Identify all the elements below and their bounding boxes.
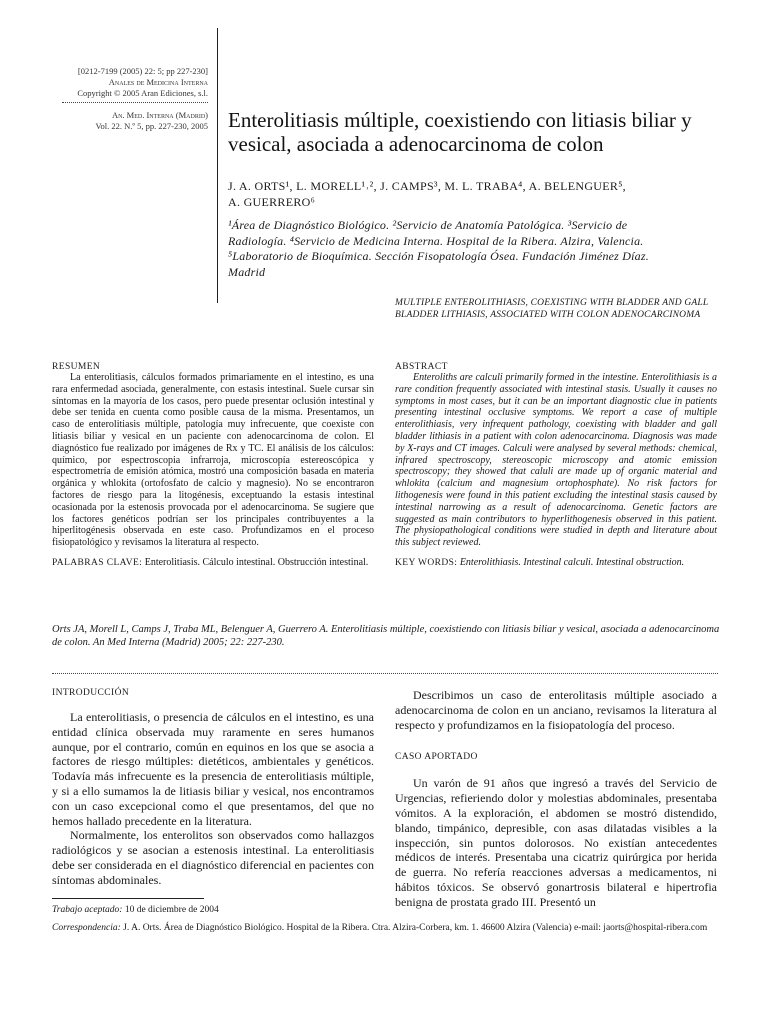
intro-section <box>52 688 374 888</box>
footnote-rule <box>52 898 204 899</box>
header-divider <box>62 102 208 103</box>
caso-heading: CASO APORTADO <box>395 752 478 763</box>
accepted-label: Trabajo aceptado: <box>52 905 123 915</box>
abstract-section <box>395 362 717 569</box>
authors-line-2: A. GUERRERO⁶ <box>228 195 316 209</box>
resumen-heading: RESUMEN <box>52 362 101 372</box>
accepted-note <box>52 905 722 917</box>
palabras-clave-text: Enterolitiasis. Cálculo intestinal. Obstrucción intestinal. <box>144 556 369 568</box>
key-words-label: KEY WORDS: <box>395 557 458 568</box>
volume-line: Vol. 22. N.º 5, pp. 227-230, 2005 <box>95 121 208 131</box>
palabras-clave <box>52 557 374 569</box>
journal-abbrev: An. Med. Interna (Madrid) <box>111 110 208 120</box>
accepted-date: 10 de diciembre de 2004 <box>124 905 219 915</box>
abstract-text: Enteroliths are calculi primarily formed in the intestine. Enterolithiasis is a rare condition frequently associated with intestinal stasis. Usually it causes no symptoms in most cases, but it can be an important diagnostic clue in patients presenting intestinal occlusive symptoms. We report a case of multiple enterolithiasis, very infrequent pathology, coexisting with bladder and gall bladder lithiasis in a patient with colon adenocarcinoma. Diagnosis was made by X-rays and CT images. Calculi were analysed by several methods: chemical, infrared spectroscopy, stereoscopic microscopy and atomic emission spectroscopy; they showed that caluli are made up of organic material and whlokita (calcium and magnesium ortophosphate). No risk factors for lithogenesis were found in this patient excluding the intestinal stasis caused by intestinal narrowing as a result of adenocarcinoma. Genetic factors are suggested as main contributors to hyperlithogenesis observed in this patient. The physiopathological conditions were studied in depth and literature about this subject reviewed. <box>395 372 717 549</box>
section-divider <box>52 673 718 674</box>
journal-header <box>40 66 208 99</box>
intro-heading: INTRODUCCIÓN <box>52 688 130 698</box>
copyright-line: Copyright © 2005 Aran Ediciones, s.l. <box>77 88 208 98</box>
journal-volume-block <box>40 110 208 132</box>
key-words <box>395 557 717 569</box>
authors <box>228 178 738 210</box>
correspondence-text: J. A. Orts. Área de Diagnóstico Biológico. Hospital de la Ribera. Ctra. Alzira-Corbera, km. 1. 46600 Alzira (Valencia) e-mail: jaorts@hospital-ribera.com <box>123 923 708 933</box>
citation: Orts JA, Morell L, Camps J, Traba ML, Belenguer A, Guerrero A. Enterolitiasis múltiple, coexistiendo con litiasis biliar y vesical, asociada a adenocarcinoma de colon. An Med Interna (Madrid) 2005; 22: 227-230. <box>52 624 720 648</box>
authors-line-1: J. A. ORTS¹, L. MORELL¹˒², J. CAMPS³, M. L. TRABA⁴, A. BELENGUER⁵, <box>228 179 626 193</box>
vertical-divider <box>217 28 218 303</box>
key-words-text: Enterolithiasis. Intestinal calculi. Intestinal obstruction. <box>459 556 685 568</box>
english-title: MULTIPLE ENTEROLITHIASIS, COEXISTING WITH BLADDER AND GALL BLADDER LITHIASIS, ASSOCIATED WITH COLON ADENOCARCINOMA <box>395 298 709 320</box>
correspondence-note <box>52 923 722 935</box>
abstract-heading: ABSTRACT <box>395 362 448 372</box>
resumen-section <box>52 362 374 569</box>
right-body-column <box>395 688 717 910</box>
affiliations: ¹Área de Diagnóstico Biológico. ²Servicio de Anatomía Patológica. ³Servicio de Radiología. ⁴Servicio de Medicina Interna. Hospital de la Ribera. Alzira, Valencia. ⁵Laboratorio de Bioquímica. Sección Fisopatología Ósea. Fundación Jiménez Díaz. Madrid <box>228 218 649 279</box>
article-title: Enterolitiasis múltiple, coexistiendo con litiasis biliar y vesical, asociada a adenocarcinoma de colon <box>228 108 692 156</box>
journal-name: Anales de Medicina Interna <box>108 77 208 87</box>
issn-line: [0212-7199 (2005) 22: 5; pp 227-230] <box>77 66 208 76</box>
intro-paragraph-3: Describimos un caso de enterolitasis múltiple asociado a adenocarcinoma de colon en un anciano, revisamos la literatura al respecto y profundizamos en la fisiopatología del proceso. <box>395 688 717 732</box>
caso-paragraph-1: Un varón de 91 años que ingresó a través del Servicio de Urgencias, refieriendo dolor y molestias abdominales, presentaba vómitos. A la exploración, el abdomen se mostró distendido, blando, timpánico, depresible, con asas dilatadas visibles a la inspección, sin puntos dolorosos. No existían antecedentes médicos de interés. Presentaba una cicatriz quirúrgica por herida de guerra. No refería reacciones adversas a medicamentos, ni hábitos tóxicos. Se observó gonartrosis bilateral e hipertrofia benigna de prostata grado III. Presentó un <box>395 776 717 909</box>
intro-paragraph-1: La enterolitiasis, o presencia de cálculos en el intestino, es una entidad clínica observada muy raramente en seres humanos aunque, por el contrario, común en equinos en los que se asocia a factores de riesgo múltiples: dietéticos, ambientales y genéticos. Todavía más infrecuente es la presencia de enterolitiasis múltiple, y si a ello sumamos la de litiasis biliar y vesical, nos encontramos con un caso excepcional como el que presentamos, del que no hemos hallado precedente en la literatura. <box>52 710 374 828</box>
palabras-clave-label: PALABRAS CLAVE: <box>52 557 143 568</box>
correspondence-label: Correspondencia: <box>52 923 121 933</box>
intro-paragraph-2: Normalmente, los enterolitos son observados como hallazgos radiológicos y se asocian a estenosis intestinal. La enterolitiasis debe ser considerada en el diagnóstico diferencial en pacientes con síntomas abdominales. <box>52 828 374 887</box>
resumen-text: La enterolitiasis, cálculos formados primariamente en el intestino, es una rara enfermedad asociada, generalmente, con estasis intestinal. Suele cursar sin síntomas en la mayoría de los casos, pero puede presentar oclusión intestinal y debe ser tenida en cuenta como posible causa de la misma. Presentamos, un caso de enterolitiasis múltiple, patología muy infrecuente, que coexiste con litiasis biliar y vesical en un paciente con adenocarcinoma de colon. El diagnóstico fue realizado por imágenes de Rx y TC. El análisis de los cálculos: químico, por espectroscopia infrarroja, microscopía estereoscópica y espectrometría de emisión atómica, mostró una composición basada en materia orgánica y whlokita (ortofosfato de calcio y magnesio). No se encontraron factores de riesgo para la litogénesis, exceptuando la estasis intestinal ocasionada por la estenosis provocada por el adenocarcinoma. Se sugiere que los factores genéticos podrían ser los principales contribuyentes a la hiperlitogénesis observada en este caso. Profundizamos en el proceso fisiopatológico y revisamos la literatura al respecto. <box>52 372 374 549</box>
